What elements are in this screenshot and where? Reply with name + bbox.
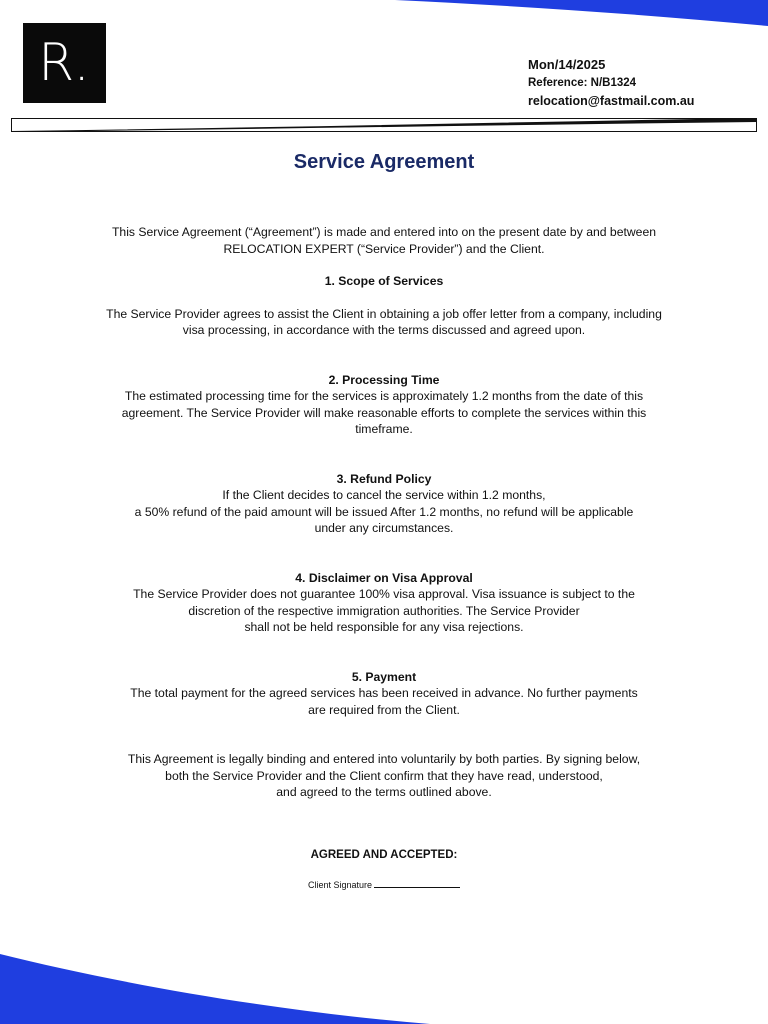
- client-signature-field[interactable]: [0, 878, 768, 890]
- intro-line: This Service Agreement (“Agreement”) is made and entered into on the present date by and between: [111, 225, 656, 239]
- section-line: discretion of the respective immigration authorities. The Service Provider: [188, 603, 580, 618]
- section-heading-refund: 3. Refund Policy: [336, 471, 432, 486]
- section-line: If the Client decides to cancel the service within 1.2 months,: [222, 488, 546, 502]
- section-line: a 50% refund of the paid amount will be issued After 1.2 months, no refund will be applicable: [134, 504, 634, 519]
- page-title: Service Agreement: [293, 151, 475, 173]
- section-line: agreement. The Service Provider will make reasonable efforts to complete the services within this: [121, 405, 647, 420]
- section-line: are required from the Client.: [308, 702, 460, 717]
- signature-line[interactable]: [374, 878, 460, 888]
- section-heading-scope: 1. Scope of Services: [324, 274, 444, 288]
- section-heading-processing: 2. Processing Time: [328, 372, 440, 387]
- document-date: Mon/14/2025: [528, 57, 606, 72]
- section-line: The Service Provider agrees to assist the Client in obtaining a job offer letter from a company, including: [106, 306, 662, 321]
- bottom-blue-swoosh: [0, 954, 768, 1024]
- signature-label: Client Signature: [307, 880, 373, 890]
- section-line: The total payment for the agreed services has been received in advance. No further payments: [130, 686, 638, 700]
- section-line: The Service Provider does not guarantee 100% visa approval. Visa issuance is subject to the: [133, 587, 635, 601]
- section-line: The estimated processing time for the services is approximately 1.2 months from the date of this: [124, 389, 644, 403]
- section-heading-payment: 5. Payment: [351, 669, 417, 684]
- section-line: shall not be held responsible for any visa rejections.: [244, 620, 524, 634]
- agreed-and-accepted-heading: AGREED AND ACCEPTED:: [310, 849, 458, 861]
- contact-email: relocation@fastmail.com.au: [528, 94, 695, 108]
- closing-line: and agreed to the terms outlined above.: [276, 785, 492, 799]
- agreement-body: [60, 224, 708, 801]
- header-info: [528, 56, 694, 111]
- section-line: visa processing, in accordance with the terms discussed and agreed upon.: [182, 323, 586, 337]
- section-line: under any circumstances.: [314, 521, 454, 535]
- logo-text: R.: [38, 33, 91, 93]
- top-blue-swoosh: [0, 0, 768, 40]
- closing-line: both the Service Provider and the Client confirm that they have read, understood,: [165, 768, 603, 783]
- section-line: timeframe.: [355, 422, 413, 436]
- header-divider: [11, 116, 757, 134]
- section-heading-disclaimer: 4. Disclaimer on Visa Approval: [295, 570, 473, 585]
- intro-line: RELOCATION EXPERT (“Service Provider”) and the Client.: [223, 241, 545, 256]
- reference-number: Reference: N/B1324: [528, 77, 637, 89]
- company-logo: [23, 23, 106, 103]
- closing-line: This Agreement is legally binding and entered into voluntarily by both parties. By signing below,: [127, 752, 641, 766]
